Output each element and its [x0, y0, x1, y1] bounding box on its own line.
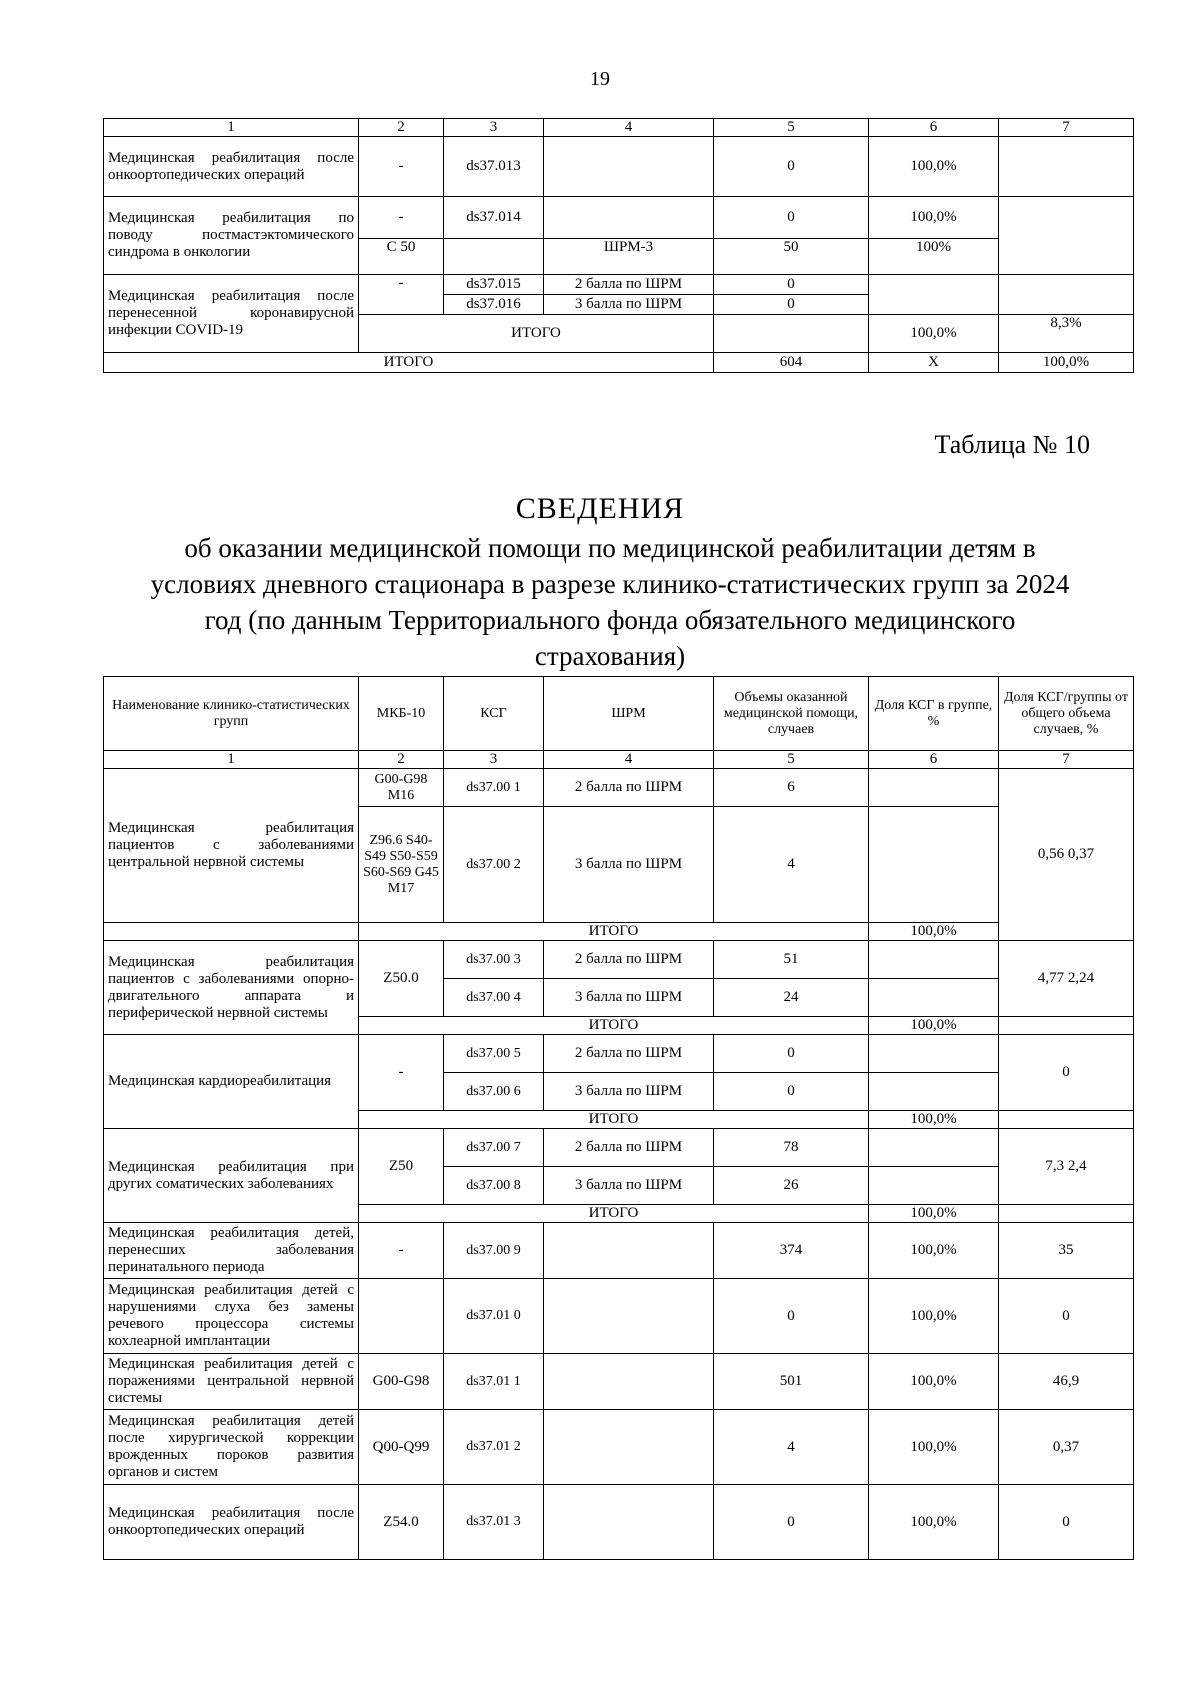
total-share-cell: 35	[999, 1223, 1134, 1279]
ksg-cell: ds37.01 3	[444, 1485, 544, 1560]
group-name: Медицинская реабилитация детей с поражениями центральной нервной системы	[104, 1354, 359, 1410]
itogo-row	[104, 923, 1134, 941]
colnum: 7	[999, 751, 1134, 769]
volume-cell: 0	[714, 197, 869, 239]
blank-cell	[999, 1017, 1134, 1035]
shrm-cell: ШРМ-3	[544, 239, 714, 275]
shrm-cell	[544, 137, 714, 197]
share-cell	[869, 1073, 999, 1111]
header-cell: Доля КСГ/группы от общего объема случаев, %	[999, 677, 1134, 751]
ksg-cell: ds37.01 2	[444, 1410, 544, 1485]
share-cell	[869, 1129, 999, 1167]
share-cell: 100,0%	[869, 1111, 999, 1129]
share-cell: 100,0%	[869, 1485, 999, 1560]
shrm-cell: 2 балла по ШРМ	[544, 769, 714, 807]
share-cell: 100,0%	[869, 315, 999, 353]
volume-cell: 4	[714, 807, 869, 923]
table-row	[104, 1129, 1134, 1167]
share-cell: 100%	[869, 239, 999, 275]
shrm-cell: 2 балла по ШРМ	[544, 941, 714, 979]
shrm-cell: 3 балла по ШРМ	[544, 1167, 714, 1205]
colnum: 3	[444, 751, 544, 769]
document-subtitle: об оказании медицинской помощи по медицинской реабилитации детям в условиях дневного стационара в разрезе клинико-статистических групп за 2024 год (по данным Территориального фонда обязательного медицинского страхования)	[150, 533, 1070, 671]
volume-cell: 24	[714, 979, 869, 1017]
shrm-cell	[544, 1485, 714, 1560]
group-name: Медицинская реабилитация детей после хирургической коррекции врожденных пороков развития органов и систем	[104, 1410, 359, 1485]
share-cell: 100,0%	[869, 197, 999, 239]
total-share-cell: 0	[999, 1485, 1134, 1560]
share-cell: 100,0%	[869, 1017, 999, 1035]
share-cell: 100,0%	[869, 1279, 999, 1354]
ksg-cell: ds37.00 2	[444, 807, 544, 923]
total-share-cell	[999, 197, 1134, 275]
volume-cell: 50	[714, 239, 869, 275]
table-row	[104, 1485, 1134, 1560]
ksg-cell: ds37.01 0	[444, 1279, 544, 1354]
total-share-cell: 4,77 2,24	[999, 941, 1134, 1017]
share-cell	[869, 1035, 999, 1073]
volume-cell: 0	[714, 1279, 869, 1354]
ksg-cell: ds37.00 9	[444, 1223, 544, 1279]
volume-cell: 4	[714, 1410, 869, 1485]
table-rehab-children	[103, 676, 1134, 1560]
mkb-cell: G00-G98	[359, 1354, 444, 1410]
total-share-cell	[999, 137, 1134, 197]
itogo-label: ИТОГО	[359, 1111, 869, 1129]
header-cell: МКБ-10	[359, 677, 444, 751]
colnum: 1	[104, 119, 359, 137]
itogo-label: ИТОГО	[104, 353, 714, 373]
volume-cell: 0	[714, 1073, 869, 1111]
share-cell: 100,0%	[869, 137, 999, 197]
total-share-cell: 0	[999, 1035, 1134, 1111]
itogo-label: ИТОГО	[359, 923, 869, 941]
colnum: 2	[359, 751, 444, 769]
volume-cell: 0	[714, 1035, 869, 1073]
ksg-cell: ds37.016	[444, 295, 544, 315]
share-cell	[869, 769, 999, 807]
volume-cell: 6	[714, 769, 869, 807]
share-cell: 100,0%	[869, 1410, 999, 1485]
shrm-cell: 2 балла по ШРМ	[544, 1035, 714, 1073]
share-cell	[869, 1167, 999, 1205]
volume-cell: 0	[714, 295, 869, 315]
table-row	[104, 197, 1134, 239]
group-name: Медицинская реабилитация при других соматических заболеваниях	[104, 1129, 359, 1223]
volume-cell: 78	[714, 1129, 869, 1167]
shrm-cell	[544, 197, 714, 239]
group-name: Медицинская реабилитация после онкоортопедических операций	[104, 137, 359, 197]
volume-cell: 0	[714, 275, 869, 295]
mkb-cell: -	[359, 1223, 444, 1279]
itogo-label: ИТОГО	[359, 1017, 869, 1035]
volume-cell: 0	[714, 137, 869, 197]
header-cell: Наименование клинико-статистических групп	[104, 677, 359, 751]
volume-cell: 501	[714, 1354, 869, 1410]
ksg-cell: ds37.015	[444, 275, 544, 295]
colnum: 5	[714, 119, 869, 137]
total-share-cell	[999, 275, 1134, 315]
table-row	[104, 137, 1134, 197]
mkb-cell: -	[359, 1035, 444, 1111]
share-cell	[869, 979, 999, 1017]
ksg-cell: ds37.00 6	[444, 1073, 544, 1111]
table-row	[104, 1223, 1134, 1279]
colnum: 4	[544, 751, 714, 769]
table-row	[104, 275, 1134, 295]
colnum: 6	[869, 119, 999, 137]
header-cell: ШРМ	[544, 677, 714, 751]
total-share-cell: 7,3 2,4	[999, 1129, 1134, 1205]
ksg-cell: ds37.00 8	[444, 1167, 544, 1205]
table-label: Таблица № 10	[934, 430, 1090, 459]
mkb-cell: -	[359, 137, 444, 197]
table-header-row	[104, 677, 1134, 751]
header-cell: Объемы оказанной медицинской помощи, случаев	[714, 677, 869, 751]
group-name: Медицинская кардиореабилитация	[104, 1035, 359, 1129]
shrm-cell: 2 балла по ШРМ	[544, 1129, 714, 1167]
table-row	[104, 1410, 1134, 1485]
ksg-cell: ds37.014	[444, 197, 544, 239]
total-share-cell: 100,0%	[999, 353, 1134, 373]
total-share-cell: 46,9	[999, 1354, 1134, 1410]
share-cell: 100,0%	[869, 1223, 999, 1279]
share-cell: 100,0%	[869, 923, 999, 941]
page-number: 19	[590, 68, 610, 90]
total-share-cell: 0,37	[999, 1410, 1134, 1485]
ksg-cell: ds37.00 5	[444, 1035, 544, 1073]
colnum: 3	[444, 119, 544, 137]
volume-cell: 26	[714, 1167, 869, 1205]
volume-cell: 374	[714, 1223, 869, 1279]
mkb-cell: Z96.6 S40-S49 S50-S59 S60-S69 G45 M17	[359, 807, 444, 923]
shrm-cell	[544, 1410, 714, 1485]
shrm-cell: 3 балла по ШРМ	[544, 295, 714, 315]
share-cell: Х	[869, 353, 999, 373]
colnum: 6	[869, 751, 999, 769]
group-name: Медицинская реабилитация пациентов с заболеваниями опорно-двигательного аппарата и периферической нервной системы	[104, 941, 359, 1035]
table-row	[104, 751, 1134, 769]
mkb-cell: Z50.0	[359, 941, 444, 1017]
blank-cell	[104, 923, 359, 941]
blank-cell	[999, 1111, 1134, 1129]
ksg-cell: ds37.00 7	[444, 1129, 544, 1167]
table-row	[104, 941, 1134, 979]
mkb-cell: Q00-Q99	[359, 1410, 444, 1485]
group-name: Медицинская реабилитация детей с нарушениями слуха без замены речевого процессора системы кохлеарной имплантации	[104, 1279, 359, 1354]
colnum: 2	[359, 119, 444, 137]
table-row	[104, 1035, 1134, 1073]
header-cell: Доля КСГ в группе, %	[869, 677, 999, 751]
mkb-cell: -	[359, 275, 444, 315]
header-cell: КСГ	[444, 677, 544, 751]
group-name: Медицинская реабилитация после онкоортопедических операций	[104, 1485, 359, 1560]
document-title: СВЕДЕНИЯ	[515, 492, 685, 525]
table-row	[104, 1279, 1134, 1354]
share-cell: 100,0%	[869, 1205, 999, 1223]
ksg-cell: ds37.00 3	[444, 941, 544, 979]
ksg-cell: ds37.00 4	[444, 979, 544, 1017]
group-name: Медицинская реабилитация пациентов с заболеваниями центральной нервной системы	[104, 769, 359, 923]
ksg-cell: ds37.013	[444, 137, 544, 197]
shrm-cell	[544, 1354, 714, 1410]
ksg-cell: ds37.01 1	[444, 1354, 544, 1410]
shrm-cell: 3 балла по ШРМ	[544, 979, 714, 1017]
colnum: 5	[714, 751, 869, 769]
volume-cell: 0	[714, 1485, 869, 1560]
shrm-cell: 2 балла по ШРМ	[544, 275, 714, 295]
volume-cell: 51	[714, 941, 869, 979]
total-share-cell: 0,56 0,37	[999, 769, 1134, 941]
volume-cell: 604	[714, 353, 869, 373]
ksg-cell: ds37.00 1	[444, 769, 544, 807]
group-name: Медицинская реабилитация детей, перенесших заболевания перинатального периода	[104, 1223, 359, 1279]
colnum: 7	[999, 119, 1134, 137]
volume-cell	[714, 315, 869, 353]
total-share-cell: 0	[999, 1279, 1134, 1354]
colnum: 4	[544, 119, 714, 137]
mkb-cell: Z50	[359, 1129, 444, 1205]
mkb-cell: С 50	[359, 239, 444, 275]
itogo-label: ИТОГО	[359, 1205, 869, 1223]
table-row	[104, 353, 1134, 373]
ksg-cell	[444, 239, 544, 275]
shrm-cell	[544, 1223, 714, 1279]
mkb-cell	[359, 1279, 444, 1354]
total-share-cell: 8,3%	[999, 315, 1134, 353]
shrm-cell: 3 балла по ШРМ	[544, 1073, 714, 1111]
share-cell	[869, 941, 999, 979]
group-name: Медицинская реабилитация после перенесенной коронавирусной инфекции COVID-19	[104, 275, 359, 353]
blank-cell	[999, 1205, 1134, 1223]
share-cell	[869, 275, 999, 315]
shrm-cell	[544, 1279, 714, 1354]
share-cell: 100,0%	[869, 1354, 999, 1410]
group-name: Медицинская реабилитация по поводу постмастэктомического синдрома в онкологии	[104, 197, 359, 275]
share-cell	[869, 807, 999, 923]
mkb-cell: -	[359, 197, 444, 239]
table-row	[104, 769, 1134, 807]
table-continuation	[103, 118, 1134, 373]
mkb-cell: Z54.0	[359, 1485, 444, 1560]
table-row	[104, 119, 1134, 137]
table-row	[104, 1354, 1134, 1410]
colnum: 1	[104, 751, 359, 769]
mkb-cell: G00-G98 M16	[359, 769, 444, 807]
itogo-label: ИТОГО	[359, 315, 714, 353]
shrm-cell: 3 балла по ШРМ	[544, 807, 714, 923]
